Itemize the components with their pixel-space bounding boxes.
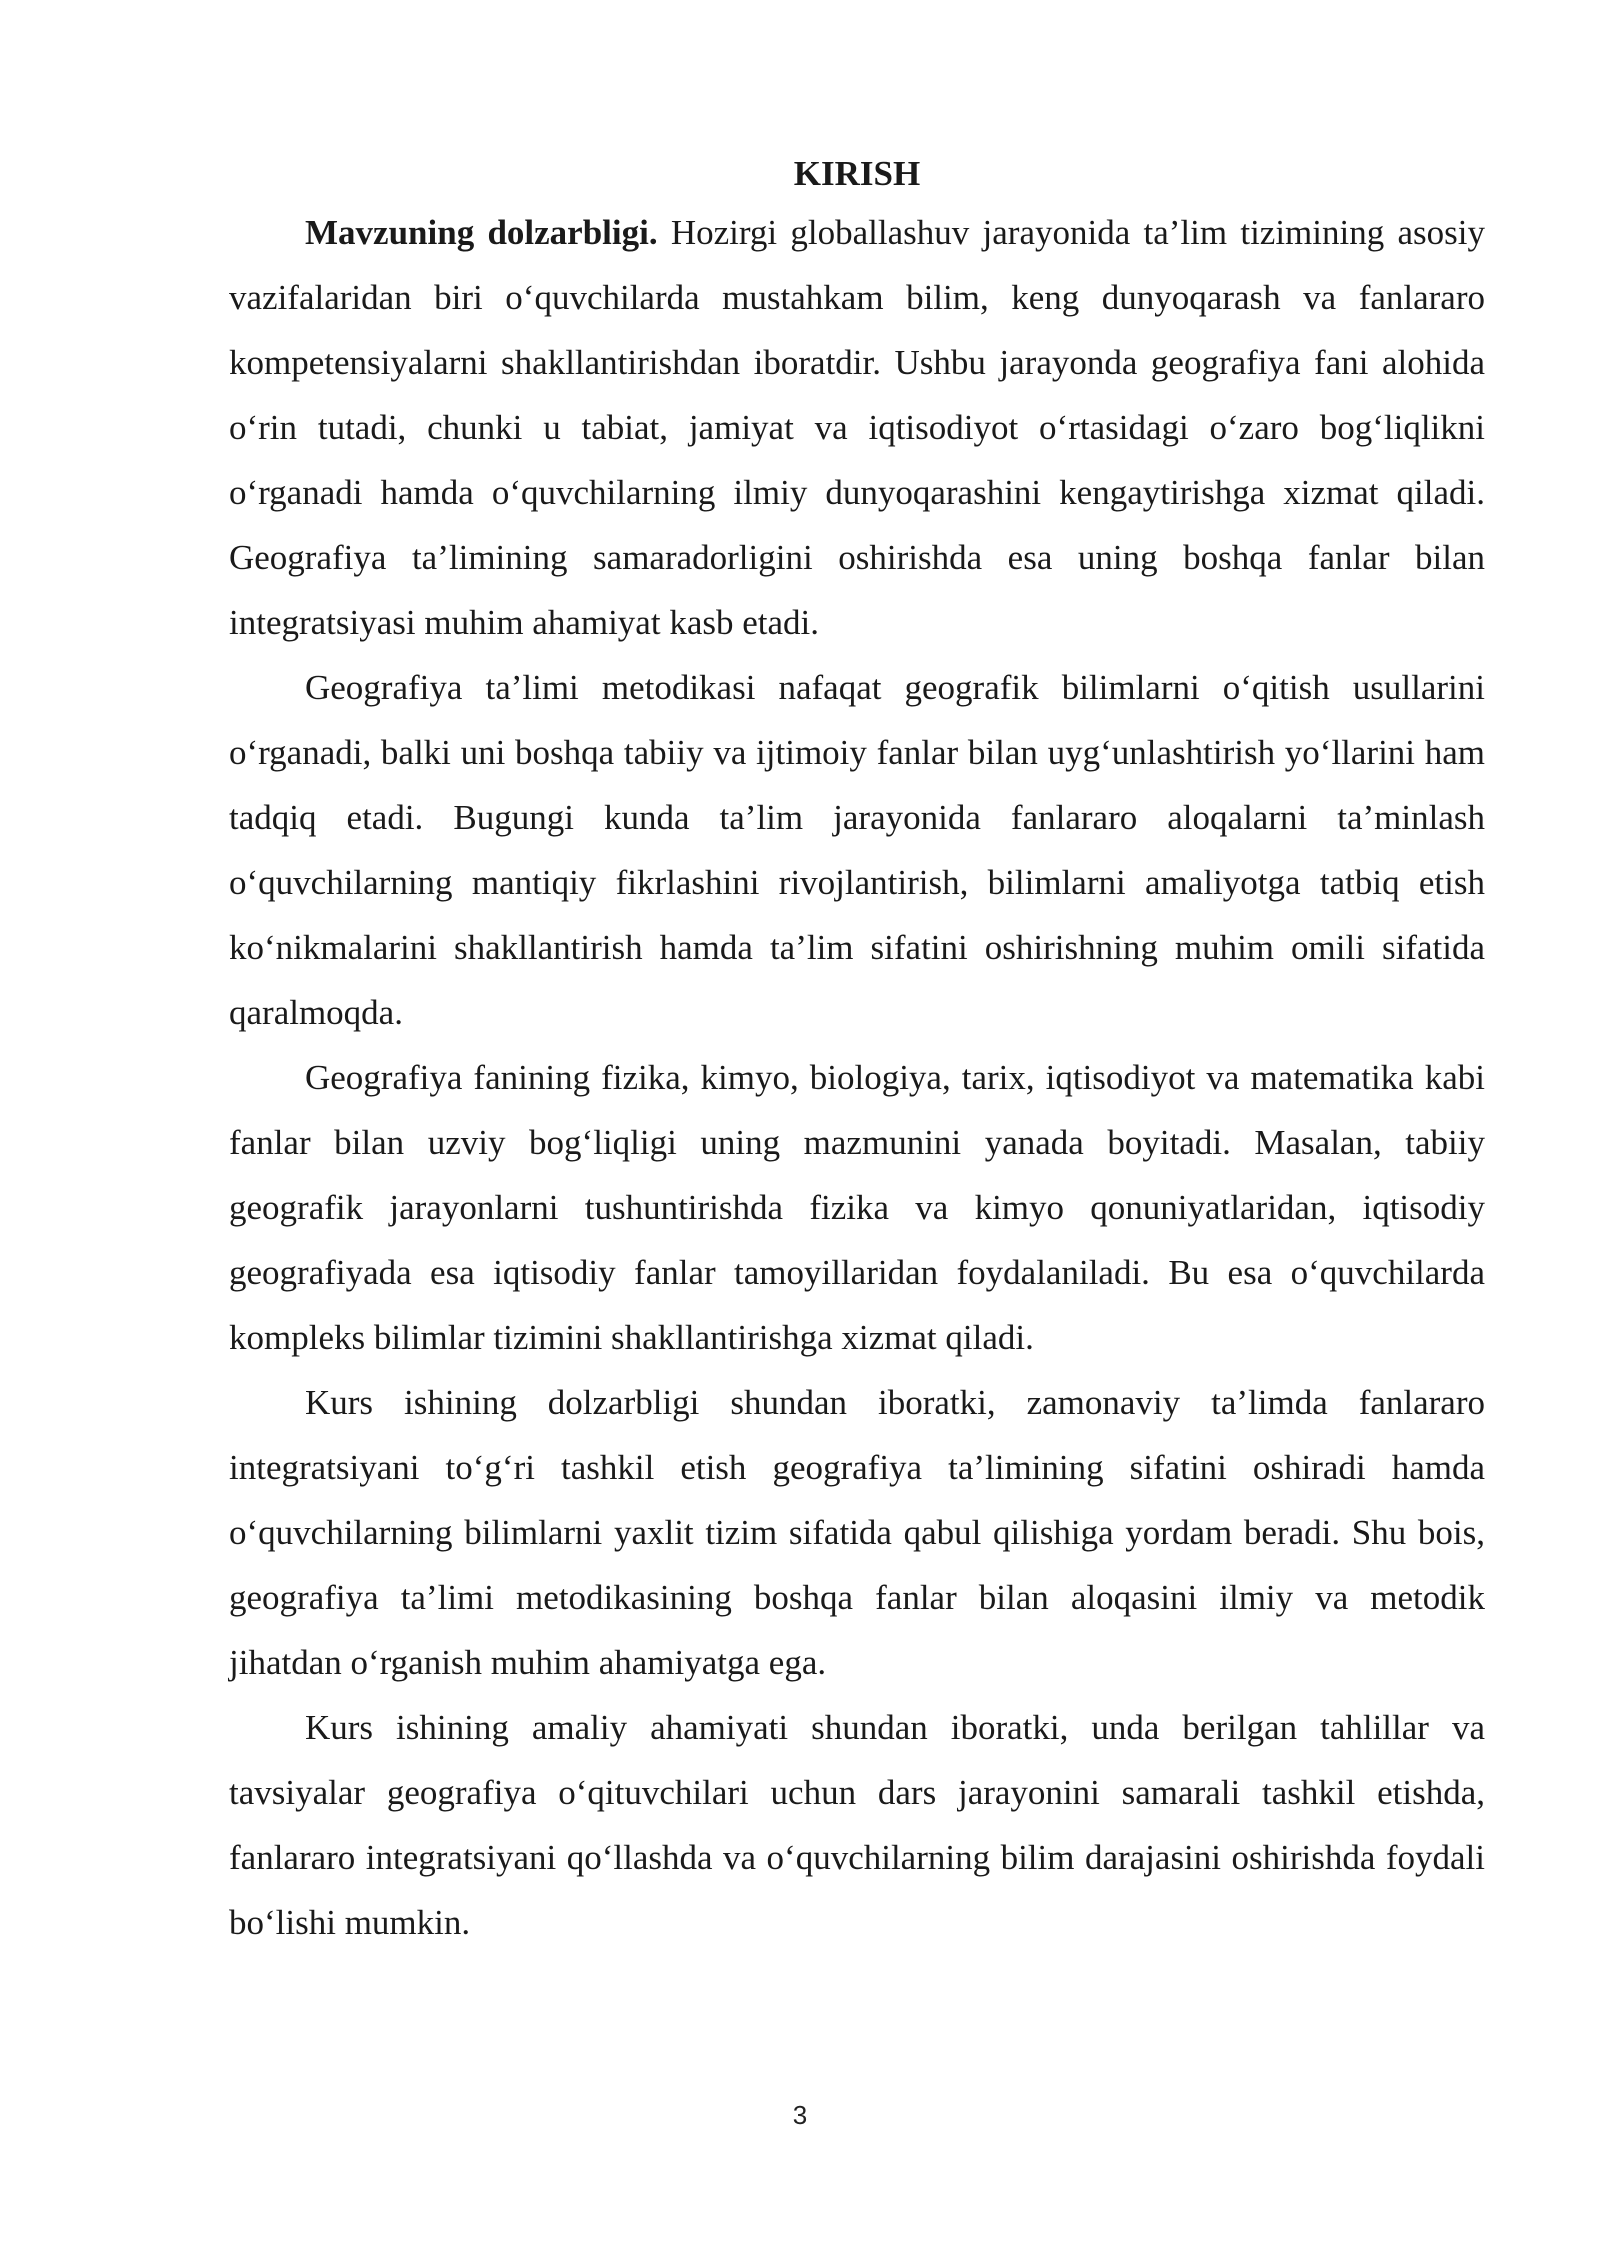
paragraph-lead-term: Mavzuning dolzarbligi. <box>305 213 658 252</box>
paragraph-relevance <box>229 200 1485 655</box>
section-heading: KIRISH <box>793 154 921 193</box>
paragraph-text: Hozirgi globallashuv jarayonida ta’lim tizimining asosiy vazifalaridan biri o‘quvchilarda mustahkam bilim, keng dunyoqarash va fanlararo kompetensiyalarni shakllantirishdan iboratdir. Ushbu jarayonda geografiya fani alohida o‘rin tutadi, chunki u tabiat, jamiyat va iqtisodiyot o‘rtasidagi o‘zaro bog‘liqlikni o‘rganadi hamda o‘quvchilarning ilmiy dunyoqarashini kengaytirishga xizmat qiladi. Geografiya ta’limining samaradorligini oshirishda esa uning boshqa fanlar bilan integratsiyasi muhim ahamiyat kasb etadi. <box>229 213 1485 642</box>
paragraph-practical-significance: Kurs ishining amaliy ahamiyati shundan iboratki, unda berilgan tahlillar va tavsiyalar geografiya o‘qituvchilari uchun dars jarayonini samarali tashkil etishda, fanlararo integratsiyani qo‘llashda va o‘quvchilarning bilim darajasini oshirishda foydali bo‘lishi mumkin. <box>229 1708 1485 1942</box>
paragraph-course-relevance: Kurs ishining dolzarbligi shundan iboratki, zamonaviy ta’limda fanlararo integratsiyani to‘g‘ri tashkil etish geografiya ta’limining sifatini oshiradi hamda o‘quvchilarning bilimlarni yaxlit tizim sifatida qabul qilishiga yordam beradi. Shu bois, geografiya ta’limi metodikasining boshqa fanlar bilan aloqasini ilmiy va metodik jihatdan o‘rganish muhim ahamiyatga ega. <box>229 1383 1485 1682</box>
page-body <box>229 148 1485 1955</box>
paragraph-interdisciplinary-links: Geografiya fanining fizika, kimyo, biologiya, tarix, iqtisodiyot va matematika kabi fanlar bilan uzviy bog‘liqligi uning mazmunini yanada boyitadi. Masalan, tabiiy geografik jarayonlarni tushuntirishda fizika va kimyo qonuniyatlaridan, iqtisodiy geografiyada esa iqtisodiy fanlar tamoyillaridan foydalaniladi. Bu esa o‘quvchilarda kompleks bilimlar tizimini shakllantirishga xizmat qiladi. <box>229 1058 1485 1357</box>
page-number: 3 <box>792 2100 808 2130</box>
paragraph-methodology: Geografiya ta’limi metodikasi nafaqat geografik bilimlarni o‘qitish usullarini o‘rganadi, balki uni boshqa tabiiy va ijtimoiy fanlar bilan uyg‘unlashtirish yo‘llarini ham tadqiq etadi. Bugungi kunda ta’lim jarayonida fanlararo aloqalarni ta’minlash o‘quvchilarning mantiqiy fikrlashini rivojlantirish, bilimlarni amaliyotga tatbiq etish ko‘nikmalarini shakllantirish hamda ta’lim sifatini oshirishning muhim omili sifatida qaralmoqda. <box>229 668 1485 1032</box>
